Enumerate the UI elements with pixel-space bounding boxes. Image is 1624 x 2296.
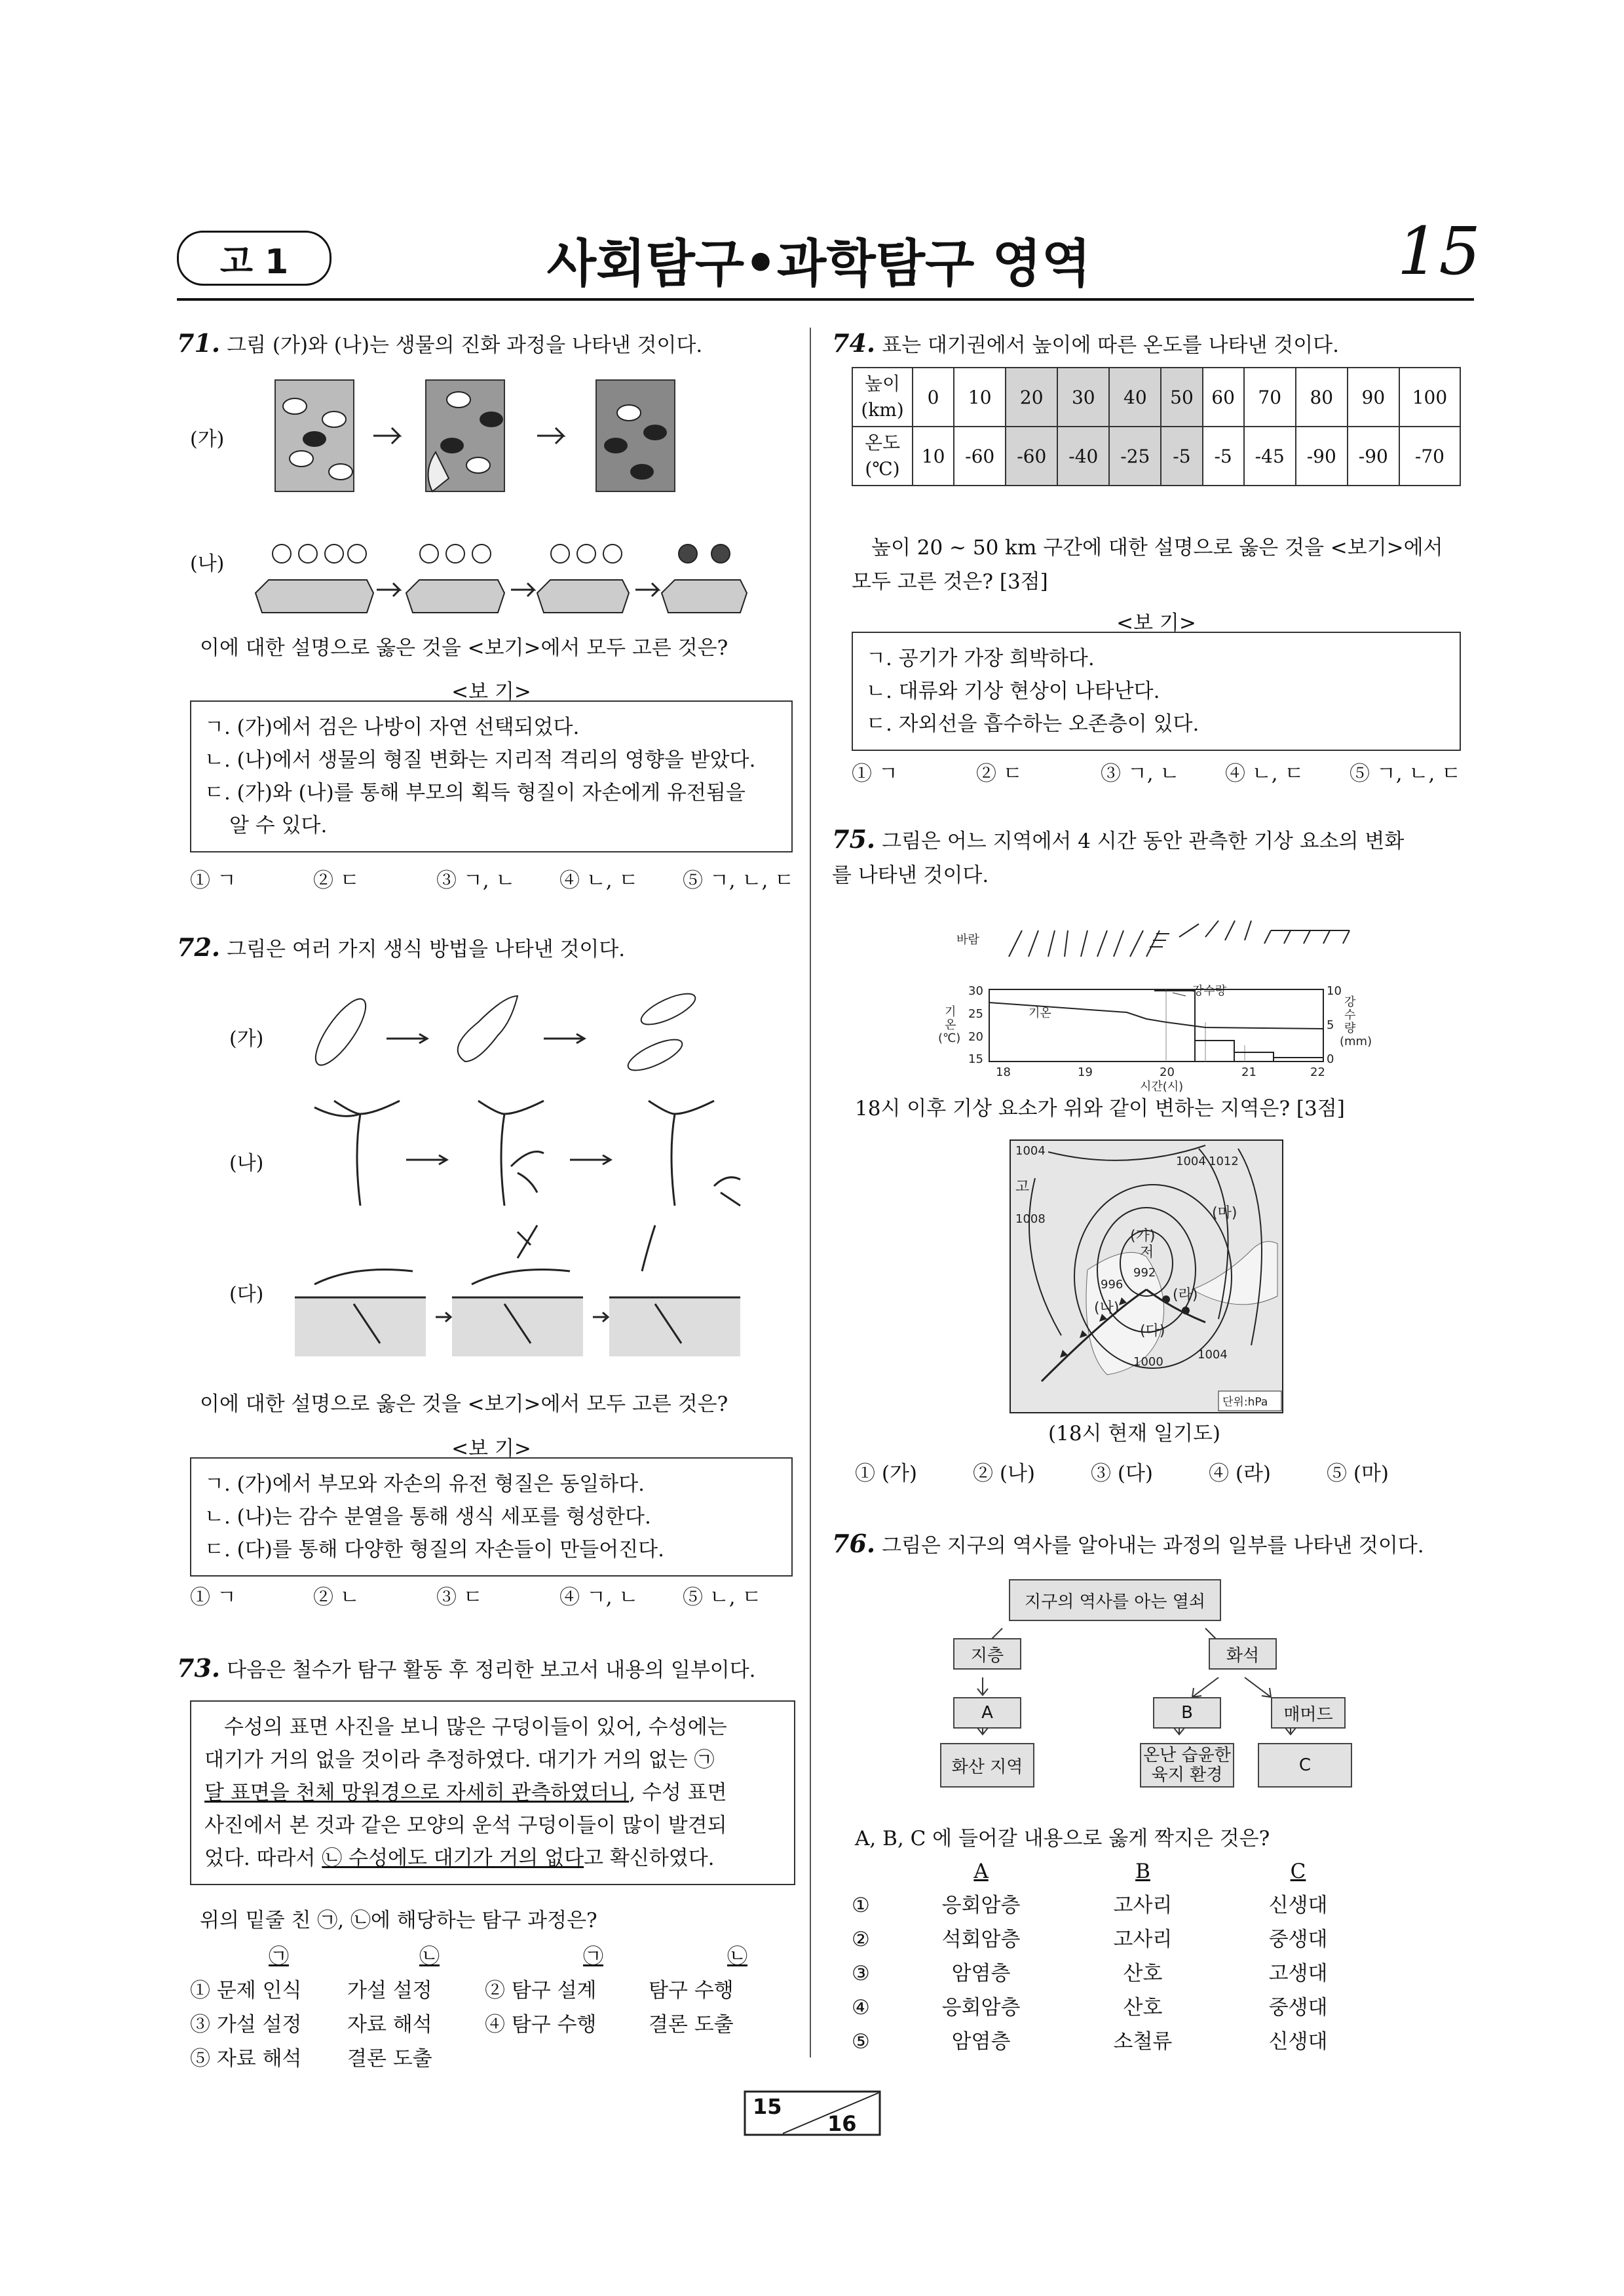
q73-c5a: ⑤ 자료 해석 xyxy=(190,2047,302,2071)
q73-head-3: ㉠ xyxy=(583,1945,603,1968)
q73-choice-row-3[interactable] xyxy=(190,2042,780,2076)
q75-weather-chart xyxy=(930,917,1402,1094)
q76-flow-a: A xyxy=(953,1697,1021,1729)
q74-choice-1[interactable]: ① ㄱ xyxy=(852,762,898,786)
q76-r3-c: 고생대 xyxy=(1268,1962,1328,1985)
q74-choice-5[interactable]: ⑤ ㄱ, ㄴ, ㄷ xyxy=(1350,762,1462,786)
q74-h0: 0 xyxy=(913,368,954,427)
q75-map-label-da: (다) xyxy=(1140,1323,1165,1339)
q72-label-ga: (가) xyxy=(229,1027,264,1050)
q71-choices xyxy=(190,864,806,893)
q76-r4-num: ④ xyxy=(852,1996,870,2019)
q71-item-3: ㄷ. (가)와 (나)를 통해 부모의 획득 형질이 자손에게 유전됨을 xyxy=(204,781,746,805)
q74-t6: -5 xyxy=(1203,427,1244,486)
q74-question-l2: 모두 고른 것은? [3점] xyxy=(852,570,1048,594)
q76-r2-a: 석회암층 xyxy=(941,1928,1021,1951)
q73-report-line-5-head: 었다. 따라서 xyxy=(204,1846,322,1870)
q71-island-figure xyxy=(249,527,760,626)
q72-choice-2[interactable]: ② ㄴ xyxy=(313,1586,360,1609)
q72-label-da: (다) xyxy=(229,1283,264,1306)
q71-choice-2[interactable]: ② ㄷ xyxy=(313,869,360,892)
q74-t8: -90 xyxy=(1296,427,1348,486)
q75-isobar-1004c: 1004 xyxy=(1198,1348,1228,1362)
q75-isobar-1004a: 1004 xyxy=(1015,1144,1046,1158)
q75-stem xyxy=(832,822,1474,892)
q75-precip-axis-1: 강 xyxy=(1344,995,1356,1009)
q76-r4-c: 중생대 xyxy=(1268,1996,1328,2019)
q74-choice-4[interactable]: ④ ㄴ, ㄷ xyxy=(1225,762,1304,786)
q76-r5-num: ⑤ xyxy=(852,2030,870,2054)
q73-c5b: 결론 도출 xyxy=(347,2047,432,2071)
q76-head-c: C xyxy=(1290,1860,1306,1883)
q75-choices xyxy=(855,1457,1445,1486)
q73-number: 73. xyxy=(177,1653,221,1683)
q72-bogi-label: <보 기> xyxy=(451,1437,531,1461)
q72-question: 이에 대한 설명으로 옳은 것을 <보기>에서 모두 고른 것은? xyxy=(200,1392,728,1416)
q76-choice-row-2[interactable] xyxy=(852,1923,1376,1957)
q72-bogi-items xyxy=(190,1457,793,1577)
q73-underline-a: 달 표면을 천체 망원경으로 자세히 관측하였더니 xyxy=(204,1781,630,1805)
q75-precip-series-label: 강수량 xyxy=(1192,984,1227,998)
q74-h9: 90 xyxy=(1348,368,1399,427)
q73-report-line-5 xyxy=(204,1842,781,1875)
q75-question: 18시 이후 기상 요소가 위와 같이 변하는 지역은? [3점] xyxy=(855,1097,1345,1120)
q76-head-b: B xyxy=(1135,1860,1150,1883)
q72-sweetpotato-figure xyxy=(288,1219,760,1363)
q73-c1b: 가설 설정 xyxy=(347,1979,432,2002)
q76-flow-warm-l2: 육지 환경 xyxy=(1151,1765,1223,1785)
q71-choice-3[interactable]: ③ ㄱ, ㄴ xyxy=(436,869,516,892)
q73-choice-table xyxy=(190,1940,780,2076)
q73-stem xyxy=(177,1651,806,1687)
q73-report-line-3 xyxy=(204,1776,781,1809)
q74-h1: 10 xyxy=(954,368,1006,427)
q74-item-1: ㄱ. 공기가 가장 희박하다. xyxy=(866,647,1095,670)
q73-question: 위의 밑줄 친 ㉠, ㉡에 해당하는 탐구 과정은? xyxy=(200,1909,597,1932)
q73-c1a: ① 문제 인식 xyxy=(190,1979,302,2002)
q74-bogi-box xyxy=(852,606,1461,751)
q74-h5: 50 xyxy=(1161,368,1202,427)
q75-precip-tick-5: 5 xyxy=(1327,1018,1334,1032)
q75-number: 75. xyxy=(832,824,876,854)
q71-choice-1[interactable]: ① ㄱ xyxy=(190,869,236,892)
q75-stem-l2: 를 나타낸 것이다. xyxy=(832,864,989,887)
q74-t1: -60 xyxy=(954,427,1006,486)
header-divider xyxy=(177,298,1474,301)
q74-h3: 30 xyxy=(1057,368,1109,427)
q76-r2-c: 중생대 xyxy=(1268,1928,1328,1951)
q74-h7: 70 xyxy=(1244,368,1296,427)
q76-answer-table xyxy=(852,1854,1376,2059)
q74-height-head: 높이 (km) xyxy=(852,368,913,427)
q71-bogi-box xyxy=(190,675,793,852)
q76-number: 76. xyxy=(832,1529,876,1558)
q75-high-mark: 고 xyxy=(1015,1179,1030,1195)
q73-choice-row-1[interactable] xyxy=(190,1974,780,2008)
q74-question xyxy=(852,531,1474,599)
q74-h4: 40 xyxy=(1109,368,1161,427)
q75-plot-frame xyxy=(989,989,1323,1062)
q74-t2: -60 xyxy=(1006,427,1057,486)
q71-label-na: (나) xyxy=(190,552,225,575)
q73-report-line-2: 대기가 거의 없을 것이라 추정하였다. 대기가 거의 없는 ㉠ xyxy=(204,1748,715,1772)
q74-bogi-items xyxy=(852,632,1461,751)
q75-map-label-ga: (가) xyxy=(1130,1228,1156,1244)
q73-report-line-5-tail: 고 확신하였다. xyxy=(584,1846,715,1870)
q75-precip-axis-2: 수 xyxy=(1344,1008,1356,1022)
page-number: 15 xyxy=(1397,213,1481,290)
q76-r5-b: 소철류 xyxy=(1113,2030,1173,2054)
q74-t4: -25 xyxy=(1109,427,1161,486)
q76-flow-volcanic: 화산 지역 xyxy=(940,1743,1034,1788)
q73-report-line-4: 사진에서 본 것과 같은 모양의 운석 구덩이들이 많이 발견되 xyxy=(204,1814,727,1837)
q75-choice-5[interactable]: ⑤ (마) xyxy=(1327,1462,1389,1485)
q74-height-row xyxy=(852,368,1460,427)
q75-wind-label: 바람 xyxy=(956,933,979,947)
q76-flow-mammoth: 매머드 xyxy=(1271,1697,1346,1729)
q71-stem xyxy=(177,326,793,362)
q71-number: 71. xyxy=(177,328,221,358)
q73-head-2: ㉡ xyxy=(419,1945,440,1968)
q73-c2b: 탐구 수행 xyxy=(649,1979,734,2002)
q74-h10: 100 xyxy=(1399,368,1460,427)
q75-map-caption: (18시 현재 일기도) xyxy=(1048,1422,1221,1445)
q75-temp-series-label: 기온 xyxy=(1029,1006,1051,1020)
q76-flow-b: B xyxy=(1153,1697,1221,1729)
q76-r4-a: 응회암층 xyxy=(941,1996,1021,2019)
q75-x-tick-18: 18 xyxy=(996,1065,1011,1079)
q71-choice-5[interactable]: ⑤ ㄱ, ㄴ, ㄷ xyxy=(683,869,795,892)
q76-choice-row-1[interactable] xyxy=(852,1888,1376,1923)
q75-precip-tick-0: 0 xyxy=(1327,1052,1334,1066)
q75-temp-axis-2: 온 xyxy=(945,1018,956,1032)
q74-bogi-label: <보 기> xyxy=(1116,611,1196,635)
footer-page-left: 15 xyxy=(753,2094,782,2119)
column-divider xyxy=(810,328,811,2057)
q74-stem-text: 표는 대기권에서 높이에 따른 온도를 나타낸 것이다. xyxy=(882,334,1339,357)
q75-temp-tick-25: 25 xyxy=(968,1007,983,1021)
q75-isobar-1004b: 1004 xyxy=(1176,1155,1206,1168)
q73-c3b: 자료 해석 xyxy=(347,2013,432,2037)
q76-flow-warm-humid xyxy=(1140,1743,1234,1788)
q73-stem-text: 다음은 철수가 탐구 활동 후 정리한 보고서 내용의 일부이다. xyxy=(227,1658,756,1682)
q75-x-tick-19: 19 xyxy=(1078,1065,1093,1079)
q75-map-label-ma: (마) xyxy=(1212,1205,1237,1221)
q73-report-box xyxy=(190,1700,795,1885)
q76-choice-row-4[interactable] xyxy=(852,1991,1376,2025)
q72-number: 72. xyxy=(177,932,221,962)
q71-label-ga: (가) xyxy=(190,428,225,451)
q74-choice-2[interactable]: ② ㄷ xyxy=(976,762,1023,786)
q74-item-2: ㄴ. 대류와 기상 현상이 나타난다. xyxy=(866,679,1160,703)
q72-stem xyxy=(177,930,793,966)
footer-page-marker xyxy=(744,2090,881,2136)
q75-temp-axis-1: 기 xyxy=(945,1005,956,1019)
q75-choice-3[interactable]: ③ (다) xyxy=(1091,1462,1153,1485)
q72-item-3: ㄷ. (다)를 통해 다양한 형질의 자손들이 만들어진다. xyxy=(204,1538,664,1561)
q72-choice-4[interactable]: ④ ㄱ, ㄴ xyxy=(559,1586,639,1609)
q73-c3a: ③ 가설 설정 xyxy=(190,2013,302,2037)
q71-bogi-label: <보 기> xyxy=(451,680,531,704)
q75-isobar-1012: 1012 xyxy=(1209,1155,1239,1168)
q74-question-l1: 높이 20 ~ 50 km 구간에 대한 설명으로 옳은 것을 <보기>에서 xyxy=(871,536,1443,560)
q73-underline-b: ㉡ 수성에도 대기가 거의 없다 xyxy=(322,1846,584,1870)
q76-r2-num: ② xyxy=(852,1928,870,1951)
q74-t5: -5 xyxy=(1161,427,1202,486)
q71-item-2: ㄴ. (나)에서 생물의 형질 변화는 지리적 격리의 영향을 받았다. xyxy=(204,748,756,772)
q74-temp-table xyxy=(852,367,1461,486)
q75-x-tick-20: 20 xyxy=(1160,1065,1175,1079)
q72-stem-text: 그림은 여러 가지 생식 방법을 나타낸 것이다. xyxy=(227,938,626,961)
q76-r3-a: 암염층 xyxy=(951,1962,1011,1985)
q74-h2: 20 xyxy=(1006,368,1057,427)
q73-c4b: 결론 도출 xyxy=(649,2013,734,2037)
q72-choice-3[interactable]: ③ ㄷ xyxy=(436,1586,483,1609)
q75-choice-2[interactable]: ② (나) xyxy=(973,1462,1035,1485)
q76-r3-num: ③ xyxy=(852,1962,870,1985)
q71-bogi-items: ㄱ. (가)에서 검은 나방이 자연 선택되었다. ㄴ. (나)에서 생물의 형질 변화는 지리적 격리의 영향을 받았다. ㄷ. (가)와 (나)를 통해 부모의 획득 형질이 자손에게 유전됨을 알 수 있다. xyxy=(190,700,793,852)
q76-flow-fossil: 화석 xyxy=(1209,1638,1277,1670)
q74-t7: -45 xyxy=(1244,427,1296,486)
q76-r1-a: 응회암층 xyxy=(941,1894,1021,1917)
q71-stem-text: 그림 (가)와 (나)는 생물의 진화 과정을 나타낸 것이다. xyxy=(227,334,703,357)
q76-flow-top: 지구의 역사를 아는 열쇠 xyxy=(1009,1579,1221,1621)
q76-r5-c: 신생대 xyxy=(1268,2030,1328,2054)
q72-choice-5[interactable]: ⑤ ㄴ, ㄷ xyxy=(683,1586,762,1609)
q76-r1-num: ① xyxy=(852,1894,870,1917)
q75-temp-axis-3: (℃) xyxy=(938,1031,961,1045)
q75-x-label: 시간(시) xyxy=(1140,1080,1184,1094)
q73-c4a: ④ 탐구 수행 xyxy=(485,2013,597,2037)
q75-precip-axis-4: (mm) xyxy=(1340,1035,1372,1048)
q71-item-1: ㄱ. (가)에서 검은 나방이 자연 선택되었다. xyxy=(204,716,580,739)
q76-head-a: A xyxy=(973,1860,989,1883)
q75-precip-tick-10: 10 xyxy=(1327,984,1342,998)
q74-choice-3[interactable]: ③ ㄱ, ㄴ xyxy=(1101,762,1180,786)
page-title: 사회탐구•과학탐구 영역 xyxy=(546,235,1091,294)
q76-r3-b: 산호 xyxy=(1123,1962,1163,1985)
q71-moth-figure xyxy=(262,373,694,498)
q76-choice-row-3[interactable] xyxy=(852,1957,1376,1991)
q74-t3: -40 xyxy=(1057,427,1109,486)
q72-choice-1[interactable]: ① ㄱ xyxy=(190,1586,236,1609)
q74-choices xyxy=(852,757,1474,786)
q74-stem xyxy=(832,326,1474,362)
q75-temp-tick-20: 20 xyxy=(968,1030,983,1044)
grade-badge: 고 1 xyxy=(177,231,331,286)
q76-r5-a: 암염층 xyxy=(951,2030,1011,2054)
q76-stem xyxy=(832,1527,1474,1563)
q74-h8: 80 xyxy=(1296,368,1348,427)
q74-item-3: ㄷ. 자외선을 흡수하는 오존층이 있다. xyxy=(866,712,1199,736)
q73-report-line-1: 수성의 표면 사진을 보니 많은 구덩이들이 있어, 수성에는 xyxy=(224,1715,727,1739)
q74-t10: -70 xyxy=(1399,427,1460,486)
q75-x-tick-21: 21 xyxy=(1241,1065,1256,1079)
q72-choices xyxy=(190,1580,806,1610)
q75-isobar-996: 996 xyxy=(1101,1278,1124,1292)
q74-number: 74. xyxy=(832,328,876,358)
q71-question: 이에 대한 설명으로 옳은 것을 <보기>에서 모두 고른 것은? xyxy=(200,636,728,660)
q76-r2-b: 고사리 xyxy=(1113,1928,1173,1951)
q76-question: A, B, C 에 들어갈 내용으로 옳게 짝지은 것은? xyxy=(855,1827,1270,1850)
q75-low-mark: 저 xyxy=(1140,1244,1154,1261)
footer-page-right: 16 xyxy=(827,2111,857,2136)
q72-item-2: ㄴ. (나)는 감수 분열을 통해 생식 세포를 형성한다. xyxy=(204,1505,651,1529)
q75-stem-l1: 그림은 어느 지역에서 4 시간 동안 관측한 기상 요소의 변화 xyxy=(882,830,1405,853)
q75-precip-axis-3: 량 xyxy=(1344,1022,1356,1035)
q75-weather-map xyxy=(1009,1139,1284,1414)
q74-temp-head: 온도 (℃) xyxy=(852,427,913,486)
q72-paramecium-figure xyxy=(301,983,747,1081)
q75-x-tick-22: 22 xyxy=(1310,1065,1325,1079)
q72-hydra-figure xyxy=(295,1088,766,1212)
q73-c2a: ② 탐구 설계 xyxy=(485,1979,597,2002)
q74-t9: -90 xyxy=(1348,427,1399,486)
q76-r1-c: 신생대 xyxy=(1268,1894,1328,1917)
q73-head-1: ㉠ xyxy=(269,1945,289,1968)
q72-label-na: (나) xyxy=(229,1152,264,1175)
q72-bogi-box xyxy=(190,1432,793,1577)
q71-choice-4[interactable]: ④ ㄴ, ㄷ xyxy=(559,869,639,892)
q73-report-line-3-tail: , 수성 표면 xyxy=(629,1781,727,1805)
q74-h6: 60 xyxy=(1203,368,1244,427)
q76-flow-warm-l1: 온난 습윤한 xyxy=(1143,1746,1231,1765)
q75-isobar-992: 992 xyxy=(1133,1266,1156,1280)
q75-precip-bars xyxy=(1154,991,1323,1062)
q72-item-1: ㄱ. (가)에서 부모와 자손의 유전 형질은 동일하다. xyxy=(204,1472,645,1496)
q75-temp-tick-30: 30 xyxy=(968,984,983,998)
q75-temp-tick-15: 15 xyxy=(968,1052,983,1066)
q76-choice-row-5[interactable] xyxy=(852,2025,1376,2059)
q74-temp-row xyxy=(852,427,1460,486)
q73-choice-row-2[interactable] xyxy=(190,2008,780,2042)
q73-head-4: ㉡ xyxy=(727,1945,747,1968)
q76-r1-b: 고사리 xyxy=(1113,1894,1173,1917)
q75-map-label-na: (나) xyxy=(1094,1300,1120,1316)
q75-choice-4[interactable]: ④ (라) xyxy=(1209,1462,1271,1485)
q75-map-unit: 단위:hPa xyxy=(1222,1396,1268,1409)
q75-isobar-1008: 1008 xyxy=(1015,1212,1046,1226)
q75-wind-barbs xyxy=(1009,921,1350,957)
q76-flow-strata: 지층 xyxy=(953,1638,1021,1670)
q74-t0: 10 xyxy=(913,427,954,486)
q75-choice-1[interactable]: ① (가) xyxy=(855,1462,917,1485)
q75-map-label-ra: (라) xyxy=(1173,1287,1198,1303)
q76-stem-text: 그림은 지구의 역사를 알아내는 과정의 일부를 나타낸 것이다. xyxy=(882,1534,1424,1558)
q76-r4-b: 산호 xyxy=(1123,1996,1163,2019)
q76-flow-c: C xyxy=(1258,1743,1352,1788)
q75-isobar-1000: 1000 xyxy=(1133,1355,1163,1369)
